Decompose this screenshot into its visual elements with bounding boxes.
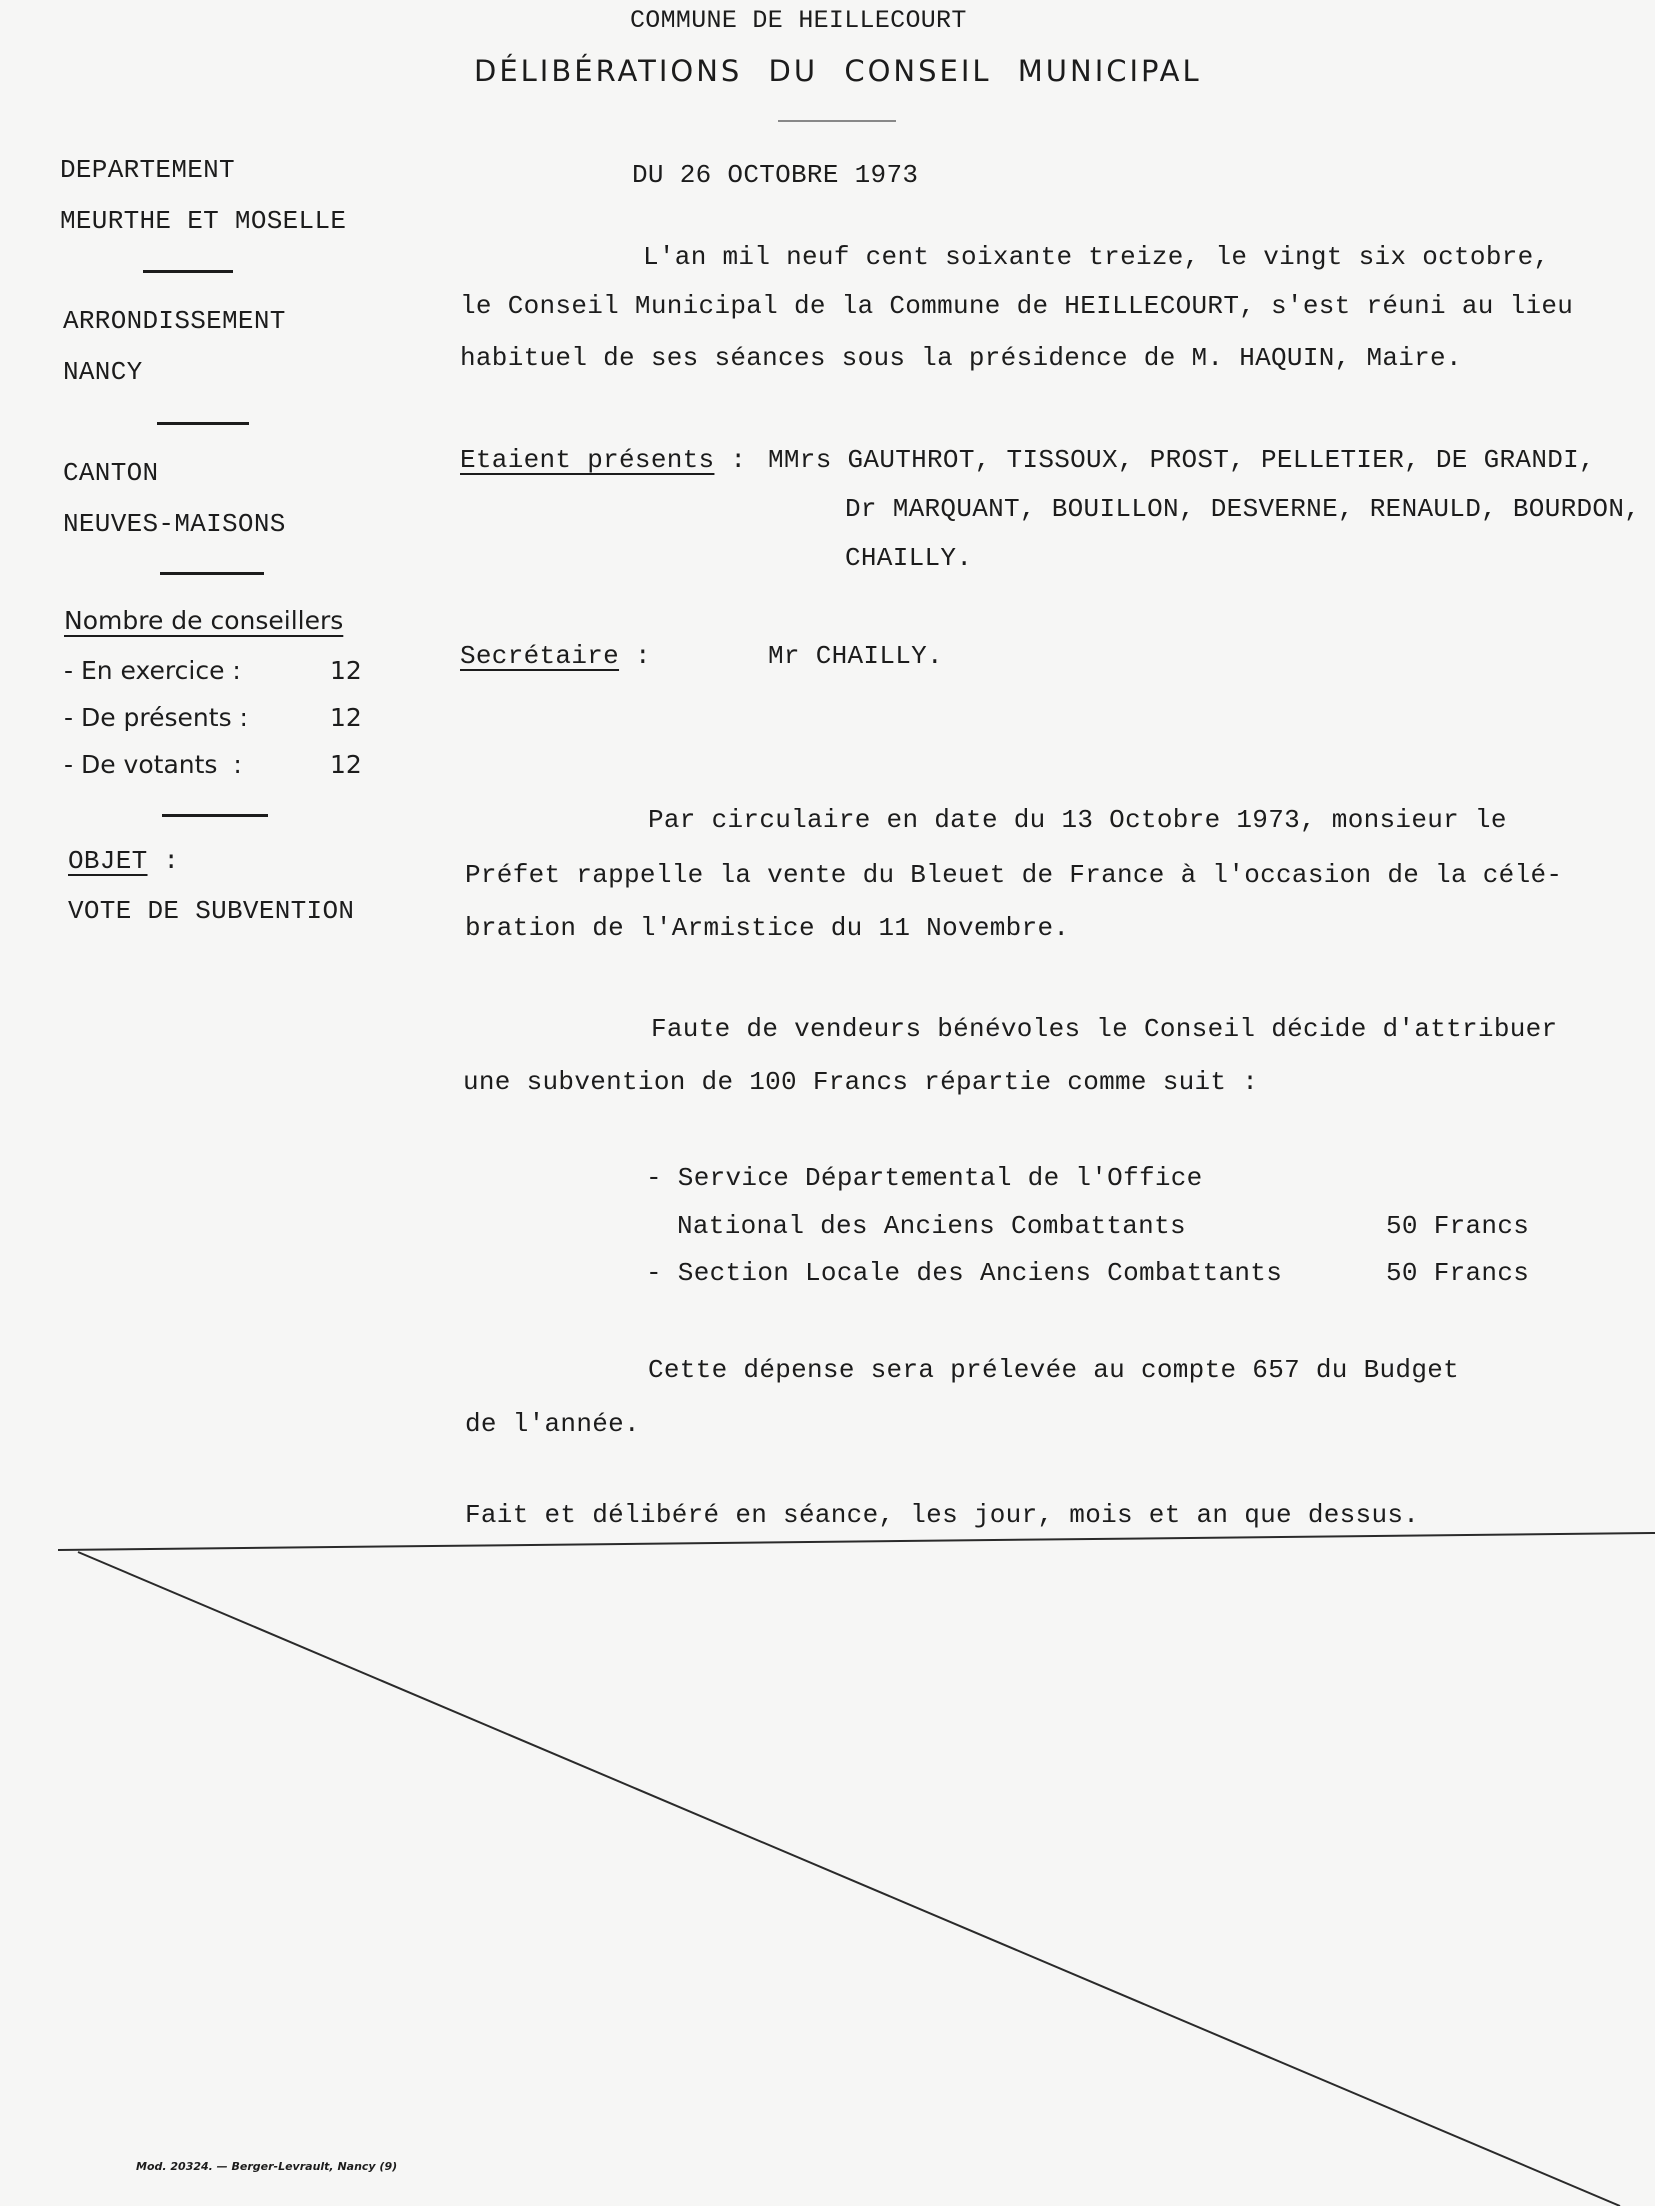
repartition-amount: 50 Francs <box>1386 1211 1530 1241</box>
count-label: - En exercice : <box>64 656 241 685</box>
count-label: - De votants : <box>64 750 242 779</box>
intro-line: habituel de ses séances sous la présidence de M. HAQUIN, Maire. <box>460 343 1462 373</box>
paragraph-line: de l'année. <box>465 1409 640 1439</box>
count-value: 12 <box>330 703 362 732</box>
repartition-line: National des Anciens Combattants <box>677 1211 1186 1241</box>
intro-line: L'an mil neuf cent soixante treize, le vingt six octobre, <box>643 242 1550 272</box>
arrondissement-value: NANCY <box>63 357 143 387</box>
commune-header: COMMUNE DE HEILLECOURT <box>630 6 967 35</box>
paragraph-line: Par circulaire en date du 13 Octobre 1973, monsieur le <box>648 805 1507 835</box>
objet-colon: : <box>163 846 180 876</box>
objet-label: OBJET <box>68 846 148 876</box>
diagonal-strike <box>78 1552 1620 2206</box>
secretaire-colon: : <box>634 641 651 671</box>
printer-imprint: Mod. 20324. — Berger-Levrault, Nancy (9) <box>136 2160 398 2173</box>
count-value: 12 <box>330 656 362 685</box>
canton-value: NEUVES-MAISONS <box>63 509 286 539</box>
conseillers-title: Nombre de conseillers <box>64 606 344 635</box>
canton-label: CANTON <box>63 458 159 488</box>
end-rule <box>58 1533 1655 1550</box>
objet-value: VOTE DE SUBVENTION <box>68 896 355 926</box>
meeting-date: DU 26 OCTOBRE 1973 <box>632 160 919 190</box>
presents-line: MMrs GAUTHROT, TISSOUX, PROST, PELLETIER, DE GRANDI, <box>768 445 1595 475</box>
presents-label: Etaient présents <box>460 445 715 475</box>
presents-colon: : <box>730 445 747 475</box>
document-title: DÉLIBÉRATIONS DU CONSEIL MUNICIPAL <box>474 54 1202 88</box>
paragraph-line: une subvention de 100 Francs répartie comme suit : <box>463 1067 1259 1097</box>
repartition-amount: 50 Francs <box>1386 1258 1530 1288</box>
arrondissement-label: ARRONDISSEMENT <box>63 306 286 336</box>
secretaire-label: Secrétaire <box>460 641 620 671</box>
departement-value: MEURTHE ET MOSELLE <box>60 206 347 236</box>
repartition-line: - Service Départemental de l'Office <box>646 1163 1203 1193</box>
paragraph-line: Préfet rappelle la vente du Bleuet de France à l'occasion de la célé- <box>465 860 1563 890</box>
intro-line: le Conseil Municipal de la Commune de HEILLECOURT, s'est réuni au lieu <box>460 291 1574 321</box>
presents-line: Dr MARQUANT, BOUILLON, DESVERNE, RENAULD, BOURDON, <box>845 494 1641 524</box>
paragraph-line: Faute de vendeurs bénévoles le Conseil décide d'attribuer <box>651 1014 1558 1044</box>
paragraph-line: bration de l'Armistice du 11 Novembre. <box>465 913 1070 943</box>
departement-label: DEPARTEMENT <box>60 155 235 185</box>
secretaire-value: Mr CHAILLY. <box>768 641 943 671</box>
count-value: 12 <box>330 750 362 779</box>
presents-line: CHAILLY. <box>845 543 973 573</box>
repartition-line: - Section Locale des Anciens Combattants <box>646 1258 1283 1288</box>
closing-statement: Fait et délibéré en séance, les jour, mois et an que dessus. <box>465 1500 1420 1530</box>
paragraph-line: Cette dépense sera prélevée au compte 657 du Budget <box>648 1355 1460 1385</box>
count-label: - De présents : <box>64 703 248 732</box>
